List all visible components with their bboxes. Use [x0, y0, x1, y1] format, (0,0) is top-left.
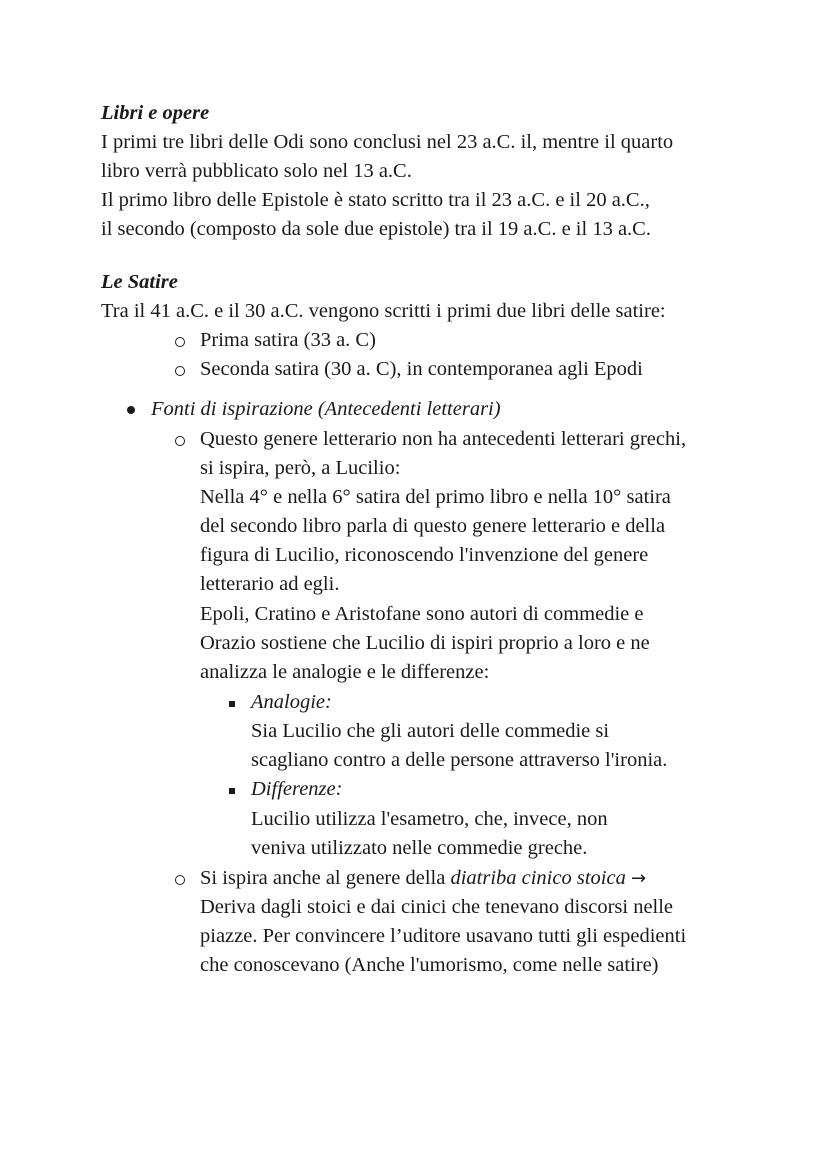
fonti-item1-line-3: Nella 4° e nella 6° satira del primo libro e nella 10° satira — [200, 486, 671, 508]
fonti-item2-line-2: Deriva dagli stoici e dai cinici che tenevano discorsi nelle — [200, 896, 674, 918]
analogie-line-1: Sia Lucilio che gli autori delle commedie si — [251, 720, 610, 742]
heading-le-satire: Le Satire — [101, 271, 178, 293]
differenze-label: Differenze: — [251, 778, 343, 800]
circle-bullet-icon — [175, 875, 185, 885]
fonti-item1-line-2: si ispira, però, a Lucilio: — [200, 457, 401, 479]
fonti-item2-line-1 — [200, 864, 646, 893]
circle-bullet-icon — [175, 366, 185, 376]
analogie-label: Analogie: — [251, 691, 332, 713]
square-bullet-icon — [229, 701, 235, 707]
satire-item-2: Seconda satira (30 a. C), in contemporanea agli Epodi — [200, 358, 643, 380]
fonti-item1-line-4: del secondo libro parla di questo genere letterario e della — [200, 515, 666, 537]
libri-line-2: libro verrà pubblicato solo nel 13 a.C. — [101, 160, 412, 182]
fonti-item1-line-8: Orazio sostiene che Lucilio di ispiri proprio a loro e ne — [200, 632, 650, 654]
heading-libri-e-opere: Libri e opere — [101, 102, 210, 124]
differenze-line-1: Lucilio utilizza l'esametro, che, invece, non — [251, 808, 608, 830]
fonti-item2-line-4: che conoscevano (Anche l'umorismo, come nelle satire) — [200, 954, 659, 976]
circle-bullet-icon — [175, 337, 185, 347]
fonti-item1-line-5: figura di Lucilio, riconoscendo l'invenzione del genere — [200, 544, 649, 566]
fonti-item1-line-7: Epoli, Cratino e Aristofane sono autori di commedie e — [200, 603, 644, 625]
satire-intro: Tra il 41 a.C. e il 30 a.C. vengono scritti i primi due libri delle satire: — [101, 300, 666, 322]
circle-bullet-icon — [175, 436, 185, 446]
disc-bullet-icon — [127, 406, 135, 414]
square-bullet-icon — [229, 788, 235, 794]
differenze-line-2: veniva utilizzato nelle commedie greche. — [251, 837, 588, 859]
libri-line-1: I primi tre libri delle Odi sono conclusi nel 23 a.C. il, mentre il quarto — [101, 131, 674, 153]
fonti-title: Fonti di ispirazione (Antecedenti letterari) — [151, 398, 501, 420]
satire-item-1: Prima satira (33 a. C) — [200, 329, 376, 351]
right-arrow-icon: → — [630, 868, 647, 889]
libri-line-4: il secondo (composto da sole due epistole) tra il 19 a.C. e il 13 a.C. — [101, 218, 651, 240]
fonti-item1-line-1: Questo genere letterario non ha antecedenti letterari grechi, — [200, 428, 687, 450]
fonti-item2-line-3: piazze. Per convincere l’uditore usavano tutti gli espedienti — [200, 925, 687, 947]
diatriba-prefix: Si ispira anche al genere della — [200, 867, 451, 889]
fonti-item1-line-9: analizza le analogie e le differenze: — [200, 661, 490, 683]
fonti-item1-line-6: letterario ad egli. — [200, 573, 340, 595]
diatriba-emphasis: diatriba cinico stoica — [450, 867, 626, 889]
libri-line-3: Il primo libro delle Epistole è stato scritto tra il 23 a.C. e il 20 a.C., — [101, 189, 650, 211]
analogie-line-2: scagliano contro a delle persone attraverso l'ironia. — [251, 749, 668, 771]
